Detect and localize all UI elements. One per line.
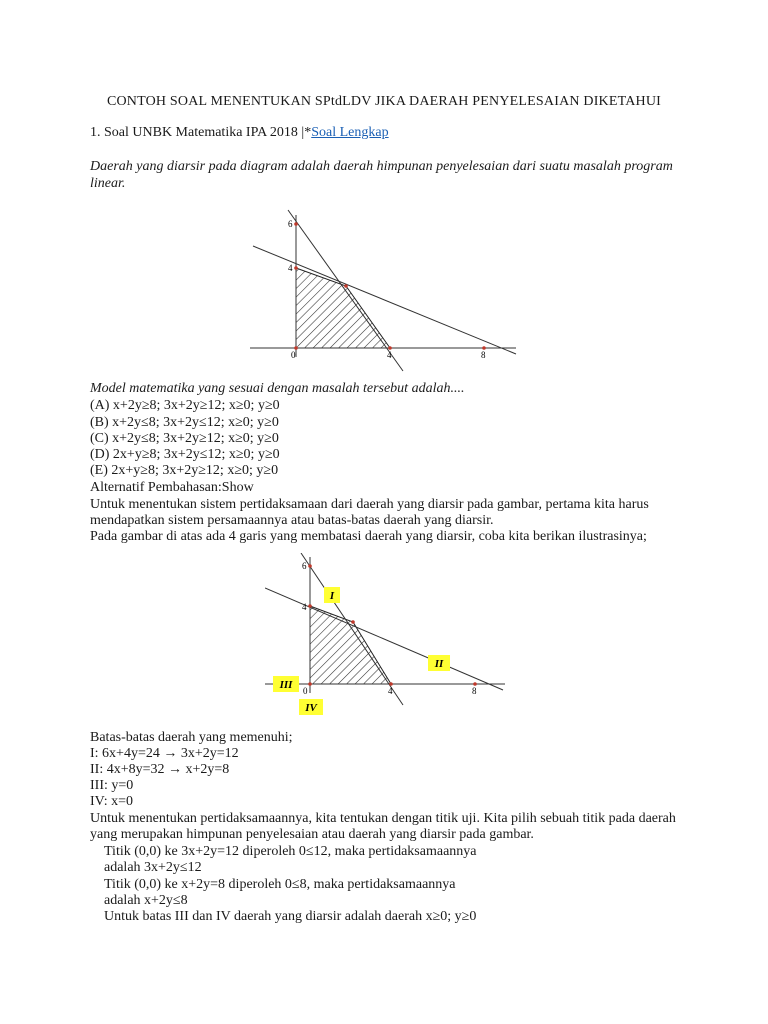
boundary-I: I: 6x+4y=24 → 3x+2y=12 bbox=[90, 746, 239, 761]
tick-label-x4: 4 bbox=[387, 350, 392, 360]
soal-prefix: 1. Soal UNBK Matematika IPA 2018 |* bbox=[90, 125, 312, 140]
option-a: (A) x+2y≥8; 3x+2y≥12; x≥0; y≥0 bbox=[90, 398, 280, 413]
option-d: (D) 2x+y≥8; 3x+2y≤12; x≥0; y≥0 bbox=[90, 447, 280, 462]
test-line-2: adalah 3x+2y≤12 bbox=[104, 860, 202, 875]
shaded-region bbox=[296, 268, 390, 348]
test-line-5: Untuk batas III dan IV daerah yang diarsir adalah daerah x≥0; y≥0 bbox=[104, 909, 477, 924]
tick-label-x8: 8 bbox=[481, 350, 486, 360]
tick-label-y6-b: 6 bbox=[302, 561, 307, 571]
shaded-region-2 bbox=[310, 606, 391, 684]
label-III: III bbox=[279, 679, 293, 691]
option-c: (C) x+2y≤8; 3x+2y≥12; x≥0; y≥0 bbox=[90, 431, 279, 446]
point-0-4 bbox=[294, 266, 298, 270]
question-intro-line-2: linear. bbox=[90, 176, 126, 191]
point-0-4-b bbox=[308, 604, 312, 608]
point-0-6 bbox=[294, 222, 298, 226]
boundaries-heading: Batas-batas daerah yang memenuhi; bbox=[90, 730, 293, 745]
label-II: II bbox=[434, 658, 444, 670]
boundary-IV: IV: x=0 bbox=[90, 794, 134, 809]
tick-label-x4-b: 4 bbox=[388, 686, 393, 696]
point-0-6-b bbox=[308, 564, 312, 568]
boundary-II: II: 4x+8y=32 → x+2y=8 bbox=[90, 762, 230, 777]
tick-label-x0-b: 0 bbox=[303, 686, 308, 696]
soal-line bbox=[90, 125, 389, 141]
tick-label-x8-b: 8 bbox=[472, 686, 477, 696]
figure-2-graph bbox=[265, 553, 507, 723]
tick-label-y6: 6 bbox=[288, 219, 293, 229]
option-b: (B) x+2y≤8; 3x+2y≤12; x≥0; y≥0 bbox=[90, 415, 279, 430]
test-intro-line-1: Untuk menentukan pertidaksamaannya, kita tentukan dengan titik uji. Kita pilih sebuah titik pada daerah bbox=[90, 811, 676, 826]
point-intersection bbox=[344, 284, 348, 288]
label-I: I bbox=[329, 590, 335, 602]
question-prompt: Model matematika yang sesuai dengan masalah tersebut adalah.... bbox=[90, 381, 465, 396]
point-intersection-b bbox=[351, 620, 355, 624]
explanation-line-3: Pada gambar di atas ada 4 garis yang membatasi daerah yang diarsir, coba kita berikan ilustrasinya; bbox=[90, 529, 647, 544]
tick-label-y4: 4 bbox=[288, 263, 293, 273]
alternatif-pembahasan-toggle[interactable]: Alternatif Pembahasan:Show bbox=[90, 480, 254, 495]
explanation-line-2: mendapatkan sistem persamaannya atau batas-batas daerah yang diarsir. bbox=[90, 513, 494, 528]
test-line-4: adalah x+2y≤8 bbox=[104, 893, 188, 908]
label-IV: IV bbox=[305, 702, 317, 714]
tick-label-y4-b: 4 bbox=[302, 602, 307, 612]
explanation-line-1: Untuk menentukan sistem pertidaksamaan dari daerah yang diarsir pada gambar, pertama kita harus bbox=[90, 497, 649, 512]
test-intro-line-2: yang merupakan himpunan penyelesaian atau daerah yang diarsir pada gambar. bbox=[90, 827, 534, 842]
tick-label-x0: 0 bbox=[291, 350, 296, 360]
soal-lengkap-link[interactable]: Soal Lengkap bbox=[311, 125, 389, 140]
point-origin-b bbox=[308, 682, 312, 686]
page-title: CONTOH SOAL MENENTUKAN SPtdLDV JIKA DAERAH PENYELESAIAN DIKETAHUI bbox=[106, 94, 662, 109]
boundary-III: III: y=0 bbox=[90, 778, 134, 793]
test-line-3: Titik (0,0) ke x+2y=8 diperoleh 0≤8, maka pertidaksamaannya bbox=[104, 877, 456, 892]
option-e: (E) 2x+y≥8; 3x+2y≥12; x≥0; y≥0 bbox=[90, 463, 279, 478]
figure-1-graph bbox=[250, 207, 518, 377]
question-intro-line-1: Daerah yang diarsir pada diagram adalah daerah himpunan penyelesaian dari suatu masalah program bbox=[90, 159, 673, 174]
test-line-1: Titik (0,0) ke 3x+2y=12 diperoleh 0≤12, maka pertidaksamaannya bbox=[104, 844, 477, 859]
